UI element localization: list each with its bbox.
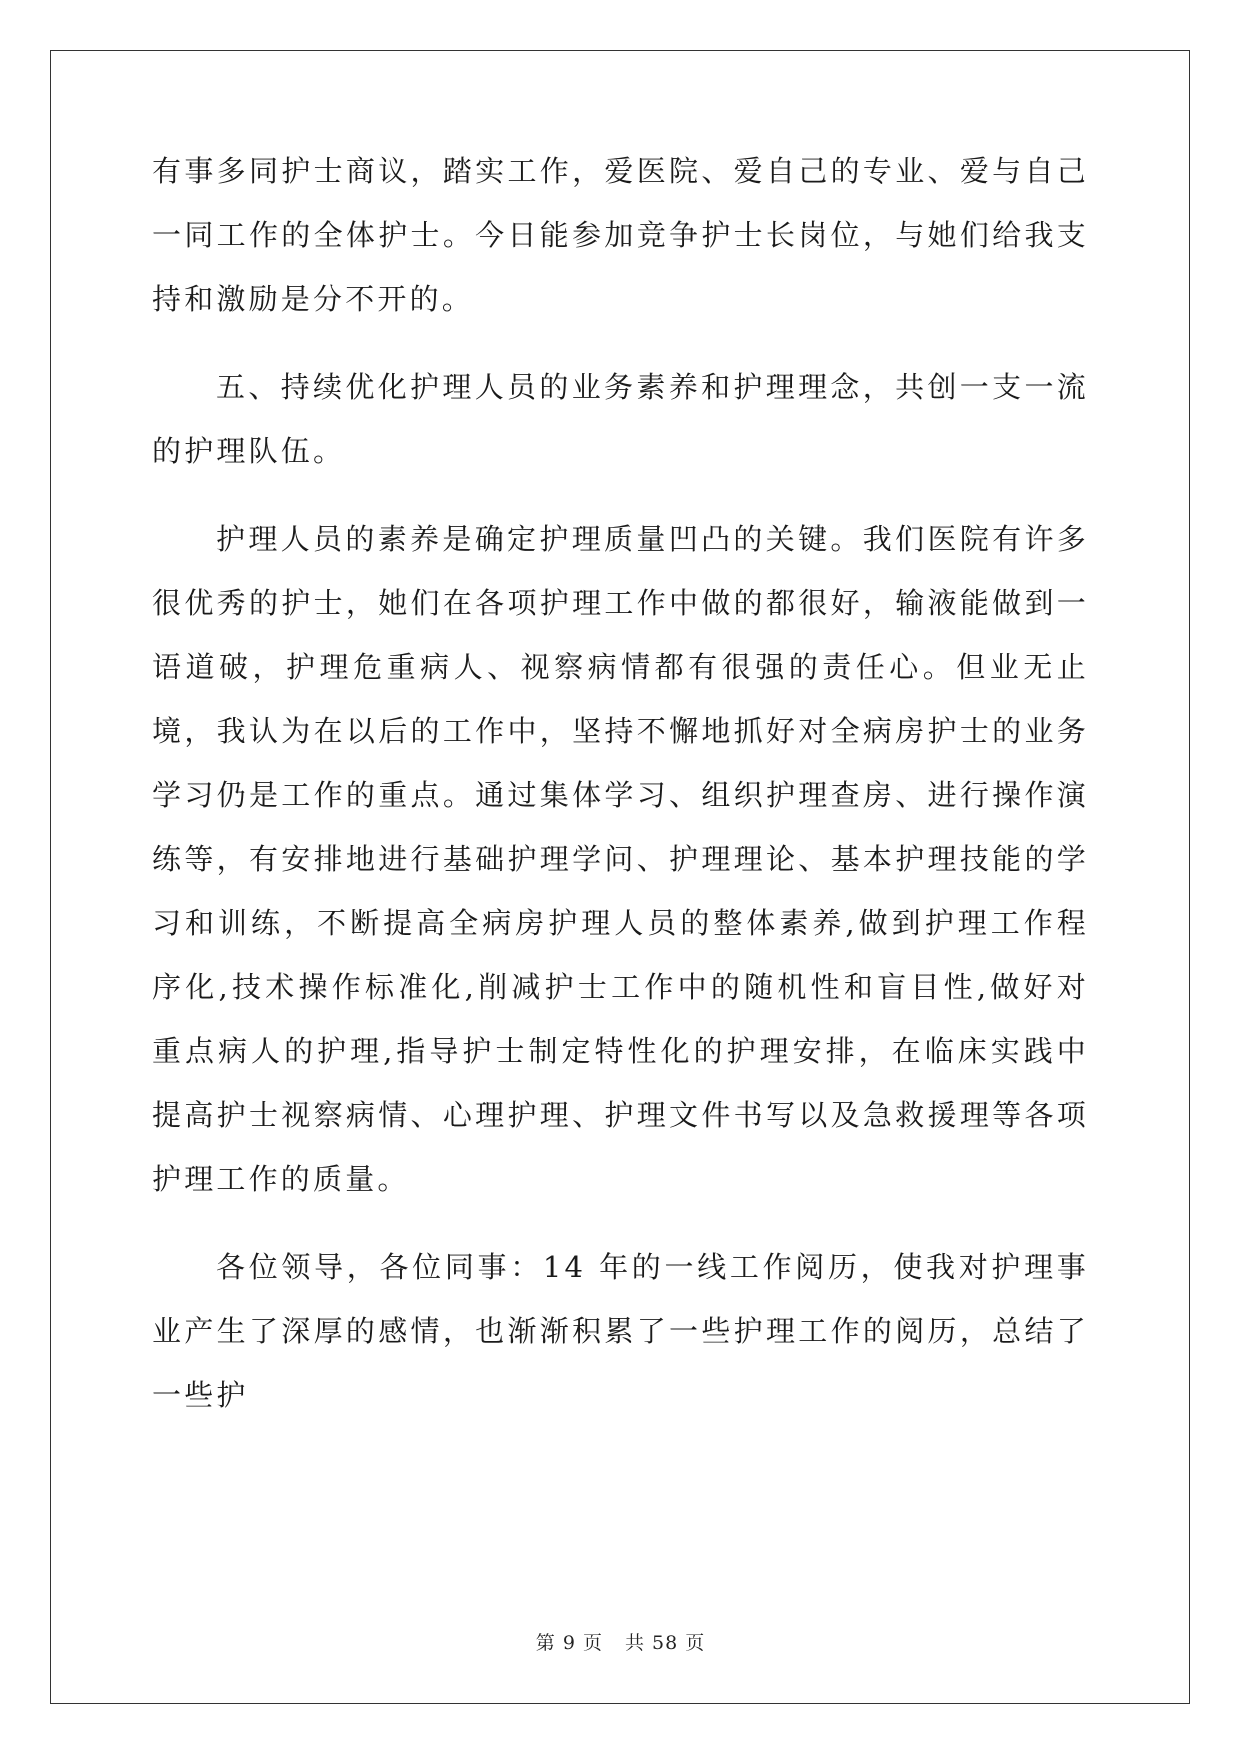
page-total: 共 58 页: [624, 1632, 706, 1654]
paragraph-nursing-quality: 护理人员的素养是确定护理质量凹凸的关键。我们医院有许多很优秀的护士，她们在各项护理工作中做的都很好，输液能做到一语道破，护理危重病人、视察病情都有很强的责任心。但业无止境，我认为在以后的工作中，坚持不懈地抓好对全病房护士的业务学习仍是工作的重点。通过集体学习、组织护理查房、进行操作演练等，有安排地进行基础护理学问、护理理论、基本护理技能的学习和训练，不断提高全病房护理人员的整体素养,做到护理工作程序化,技术操作标准化,削减护士工作中的随机性和盲目性,做好对重点病人的护理,指导护士制定特性化的护理安排，在临床实践中提高护士视察病情、心理护理、护理文件书写以及急救援理等各项护理工作的质量。: [152, 522, 1089, 1196]
paragraph-continued: 有事多同护士商议，踏实工作，爱医院、爱自己的专业、爱与自己一同工作的全体护士。今日能参加竞争护士长岗位，与她们给我支持和激励是分不开的。: [152, 154, 1089, 316]
document-body: [152, 154, 1089, 1451]
section-heading-five: 五、持续优化护理人员的业务素养和护理理念，共创一支一流的护理队伍。: [152, 370, 1089, 468]
paragraph-experience: 各位领导，各位同事：14 年的一线工作阅历，使我对护理事业产生了深厚的感情，也渐渐积累了一些护理工作的阅历，总结了一些护: [152, 1250, 1089, 1412]
page-number: 第 9 页: [535, 1632, 603, 1654]
page-footer: [0, 1628, 1241, 1655]
